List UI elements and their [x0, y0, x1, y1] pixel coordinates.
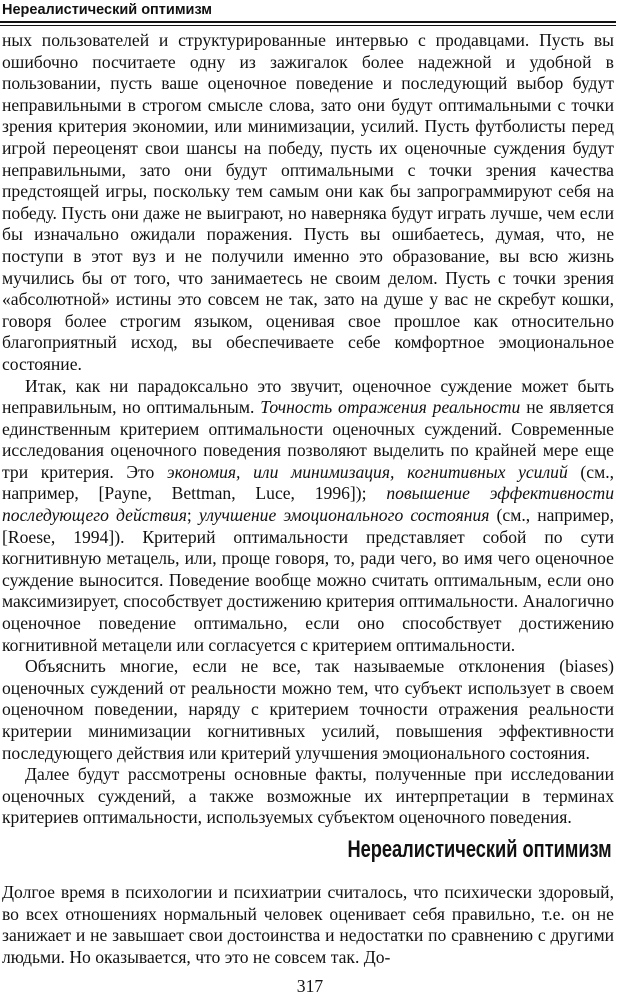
emphasis-efficiency: повышение эффективности последующего действия	[2, 483, 614, 526]
section-paragraph-1: Долгое время в психологии и психиатрии считалось, что психически здоровый, во всех отношениях нормальный человек оценивает себя правильно, т.е. он не занижает и не завышает свои достоинства и недостатки по сравнению с другими людьми. Но оказывается, что это не совсем так. До-	[2, 882, 614, 967]
running-header: Нереалистический оптимизм	[2, 2, 213, 18]
paragraph-2	[2, 376, 614, 657]
paragraph-2-text: Итак, как ни парадоксально это звучит, оценочное суждение может быть неправильным, но оптимальным.	[2, 375, 614, 418]
emphasis-economy: экономия, или минимизация, когнитивных усилий	[166, 461, 568, 482]
page-number: 317	[296, 976, 324, 996]
section-text	[2, 882, 614, 968]
header-rule	[0, 21, 616, 23]
main-text	[2, 30, 614, 829]
paragraph-2-text: (см., например, [Payne, Bettman, Luce, 1996]);	[2, 461, 614, 504]
paragraph-1: ных пользователей и структурированные интервью с продавцами. Пусть вы ошибочно посчитаете одну из зажигалок более надежной и удобной в пользовании, пусть ваше оценочное поведение и последующий выбор будут неправильными в строгом смысле слова, зато они будут оптимальными с точки зрения критерия экономии, или минимизации, усилий. Пусть футболисты перед игрой переоценят свои шансы на победу, пусть их оценочные суждения будут неправильными, зато они будут оптимальными с точки зрения качества предстоящей игры, поскольку тем самым они как бы запрограммируют себя на победу. Пусть они даже не выиграют, но наверняка будут играть лучше, чем если бы изначально ожидали поражения. Пусть вы ошибаетесь, думая, что, не поступи в этот вуз и не получили именно это образование, вы всю жизнь мучились бы от того, что занимаетесь не своим делом. Пусть с точки зрения «абсолютной» истины это совсем не так, зато на душе у вас не скребут кошки, говоря более строгим языком, оценивая свое прошлое как относительно благоприятный исход, вы обеспечиваете себе комфортное эмоциональное состояние.	[2, 30, 614, 374]
emphasis-accuracy: Точность отражения реальности	[260, 397, 521, 418]
paragraph-3: Объяснить многие, если не все, так называемые отклонения (biases) оценочных суждений от реальности можно тем, что субъект использует в своем оценочном поведении, наряду с критерием точности отражения реальности критерии минимизации когнитивных усилий, повышения эффективности последующего действия или критерий улучшения эмоционального состояния.	[2, 656, 614, 763]
section-heading: Нереалистический оптимизм	[347, 836, 612, 863]
header-rule-thin	[0, 25, 616, 26]
paragraph-2-text: (см., например, [Roese, 1994]). Критерий оптимальности представляет собой по сути когнитивную метацель, или, проще говоря, то, ради чего, во имя чего оценочное суждение выносится. Поведение вообще можно считать оптимальным, если оно максимизирует, способствует достижению критерия оптимальности. Аналогично оценочное поведение оптимально, если оно способствует достижению когнитивной метацели или согласуется с критерием оптимальности.	[2, 505, 614, 655]
paragraph-2-text: ;	[186, 505, 199, 526]
paragraph-2-text: не является единственным критерием оптимальности оценочных суждений. Современные исследования оценочного поведения позволяют выделить по крайней мере еще три критерия. Это	[2, 397, 614, 482]
paragraph-4: Далее будут рассмотрены основные факты, полученные при исследовании оценочных суждений, а также возможные их интерпретации в терминах критериев оптимальности, используемых субъектом оценочного поведения.	[2, 764, 614, 828]
emphasis-emotional: улучшение эмоционального состояния	[198, 505, 490, 526]
